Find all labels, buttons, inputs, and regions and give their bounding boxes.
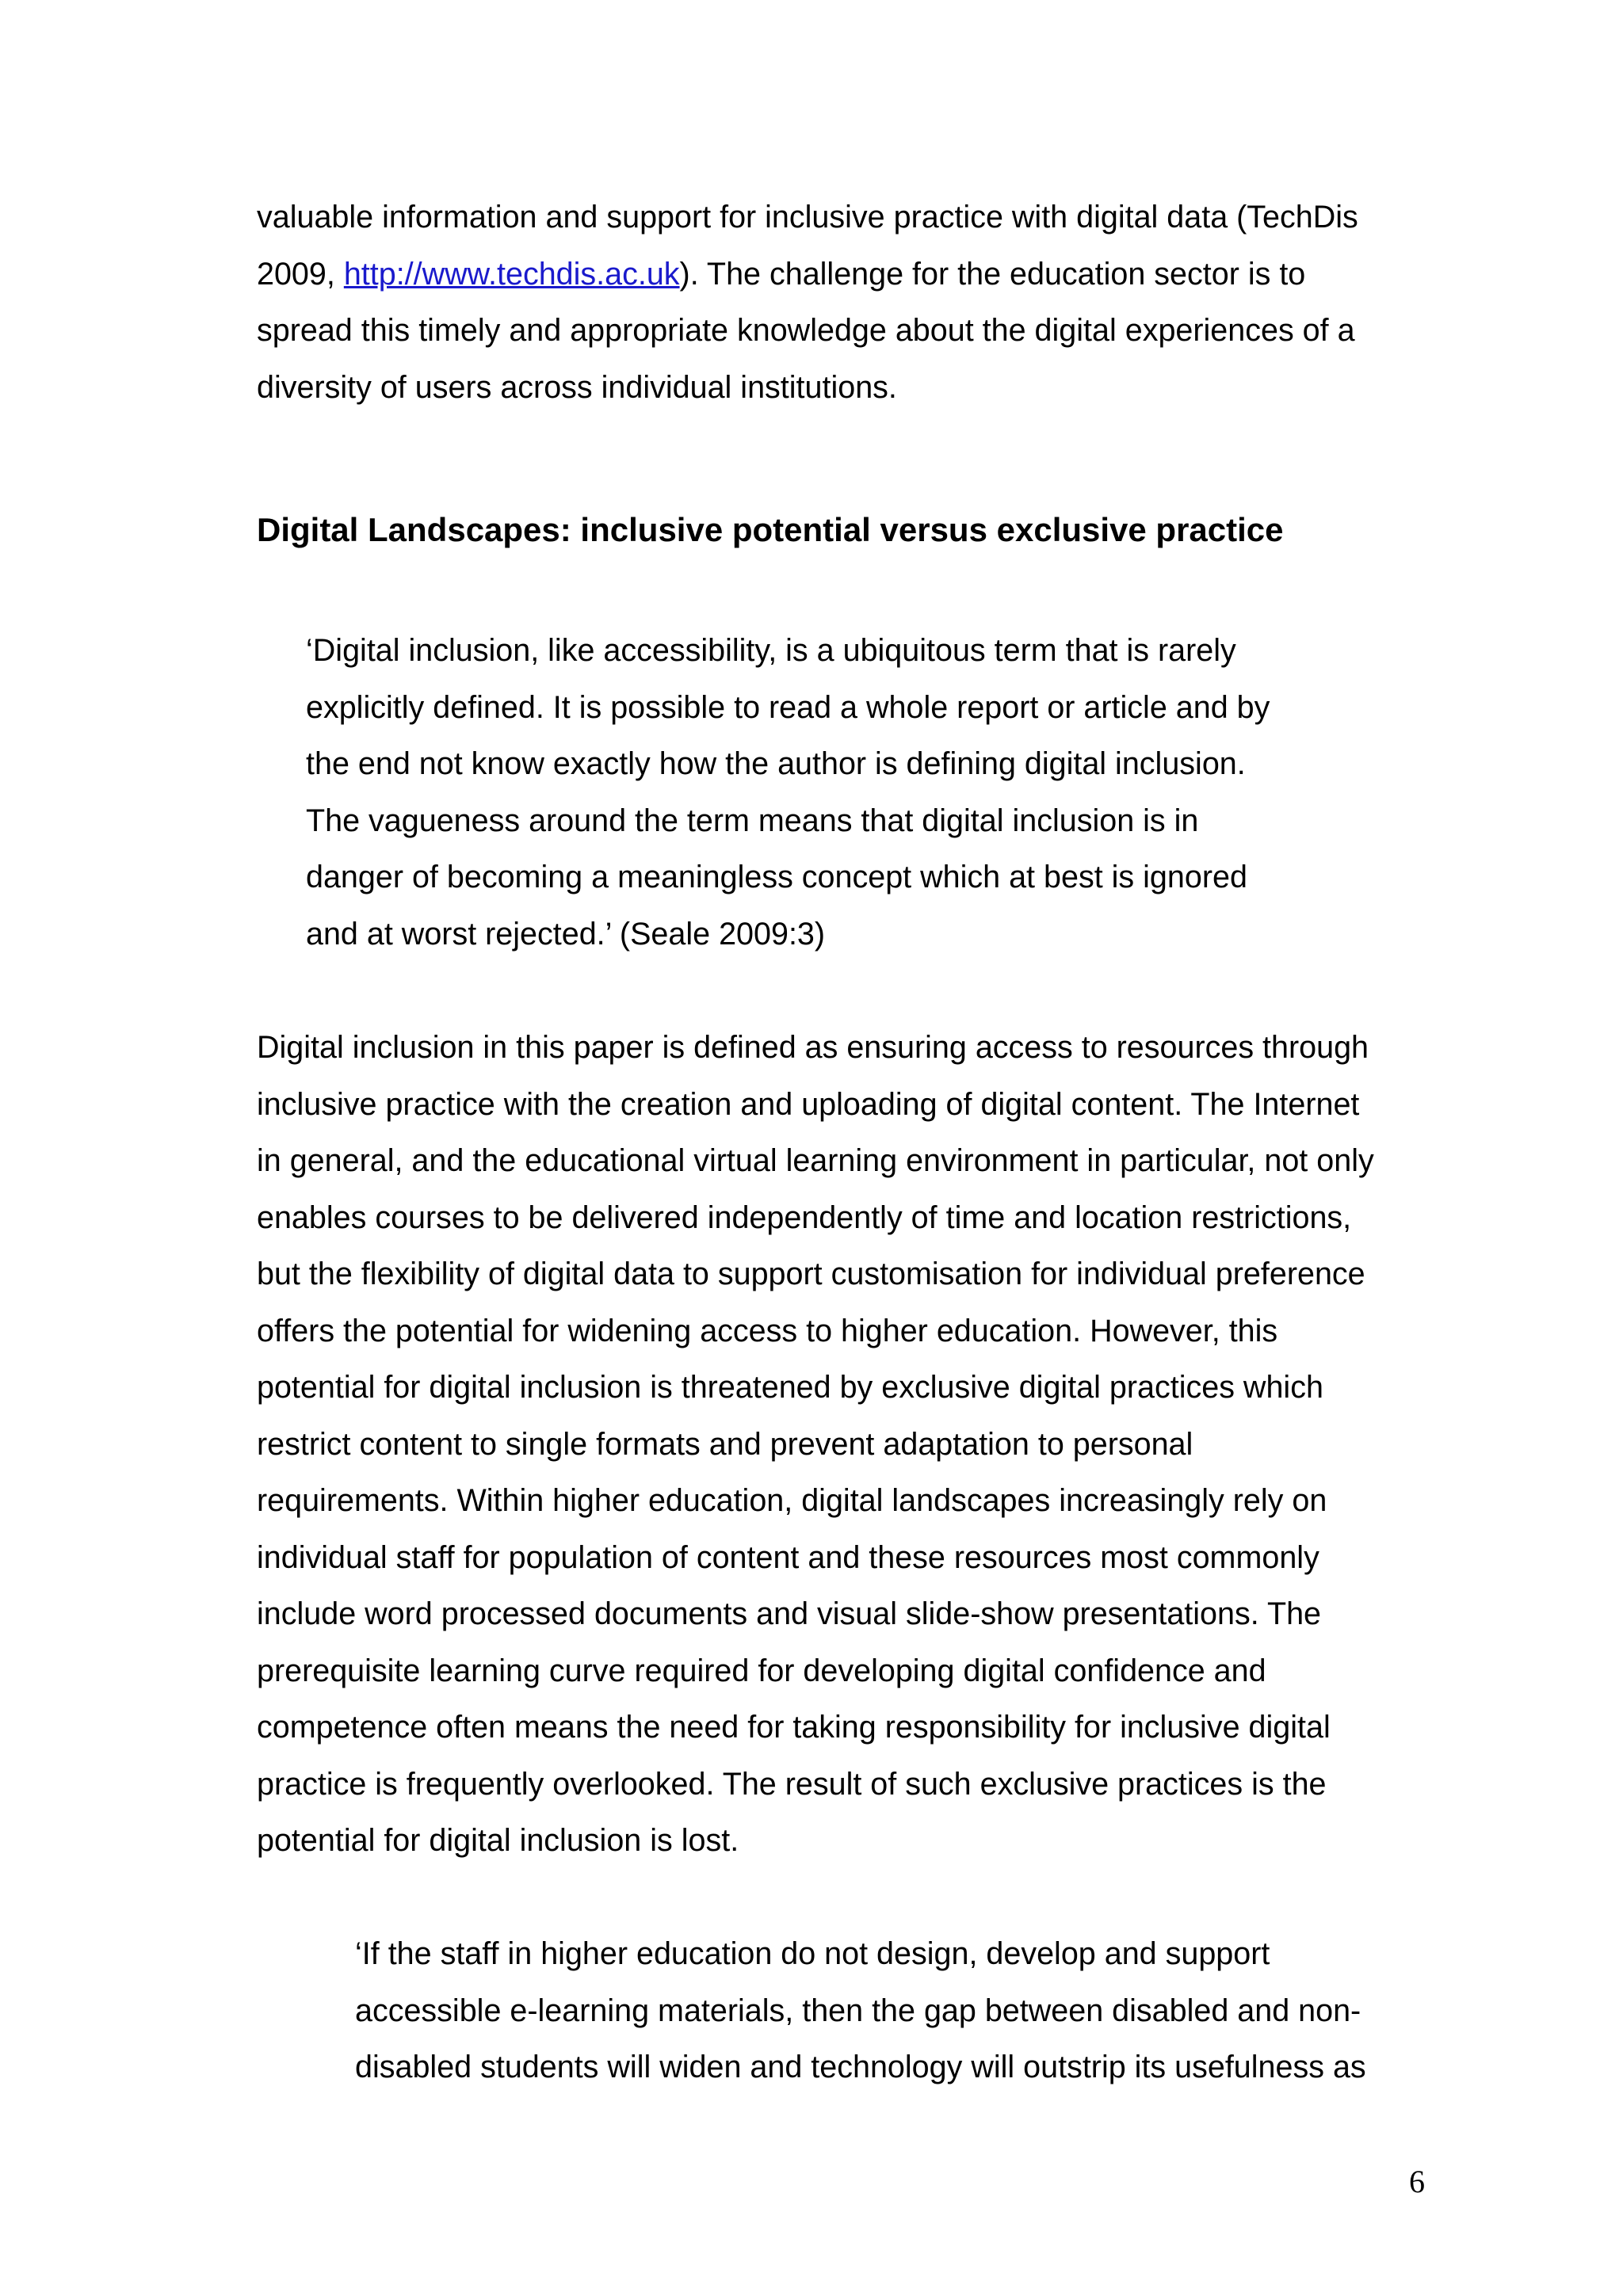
body-line: restrict content to single formats and prevent adaptation to personal <box>257 1426 1193 1462</box>
definition-paragraph <box>257 1020 1445 1870</box>
body-line: competence often means the need for taking responsibility for inclusive digital <box>257 1710 1331 1745</box>
intro-line-with-link <box>257 246 1445 303</box>
quote-line: danger of becoming a meaningless concept which at best is ignored <box>306 860 1247 894</box>
body-line: potential for digital inclusion is threatened by exclusive digital practices which <box>257 1370 1323 1405</box>
body-line: individual staff for population of content and these resources most commonly <box>257 1539 1319 1575</box>
quote-line: the end not know exactly how the author is defining digital inclusion. <box>306 746 1246 781</box>
body-line: but the flexibility of digital data to support customisation for individual preference <box>257 1257 1365 1291</box>
body-line: practice is frequently overlooked. The result of such exclusive practices is the <box>257 1766 1327 1802</box>
quote-line: disabled students will widen and technology will outstrip its usefulness as <box>355 2050 1366 2084</box>
intro-paragraph <box>257 189 1445 416</box>
seale-quote <box>306 623 1495 963</box>
section-heading: Digital Landscapes: inclusive potential versus exclusive practice <box>257 511 1284 548</box>
intro-text: ). The challenge for the education sector is to <box>679 256 1306 292</box>
intro-line: spread this timely and appropriate knowledge about the digital experiences of a <box>257 313 1355 348</box>
body-line: in general, and the educational virtual learning environment in particular, not only <box>257 1143 1374 1178</box>
intro-line: diversity of users across individual institutions. <box>257 369 897 405</box>
quote-line: accessible e-learning materials, then the gap between disabled and non- <box>355 1993 1361 2028</box>
body-line: Digital inclusion in this paper is defined as ensuring access to resources through <box>257 1030 1369 1065</box>
body-line: enables courses to be delivered independently of time and location restrictions, <box>257 1199 1352 1235</box>
body-line: offers the potential for widening access to higher education. However, this <box>257 1313 1278 1348</box>
body-line: potential for digital inclusion is lost. <box>257 1823 739 1858</box>
body-line: inclusive practice with the creation and uploading of digital content. The Internet <box>257 1086 1360 1122</box>
staff-quote <box>355 1926 1544 2096</box>
quote-line: ‘If the staff in higher education do not design, develop and support <box>355 1936 1270 1971</box>
techdis-link[interactable]: http://www.techdis.ac.uk <box>343 256 680 292</box>
intro-text: 2009, <box>257 256 344 292</box>
quote-line: The vagueness around the term means that digital inclusion is in <box>306 803 1199 838</box>
intro-line: valuable information and support for inclusive practice with digital data (TechDis <box>257 200 1358 235</box>
body-line: include word processed documents and visual slide-show presentations. The <box>257 1596 1322 1631</box>
quote-line: ‘Digital inclusion, like accessibility, is a ubiquitous term that is rarely <box>306 633 1236 668</box>
body-line: prerequisite learning curve required for developing digital confidence and <box>257 1653 1266 1688</box>
page-number: 6 <box>1409 2164 1425 2199</box>
body-line: requirements. Within higher education, digital landscapes increasingly rely on <box>257 1483 1327 1518</box>
quote-line: and at worst rejected.’ (Seale 2009:3) <box>306 916 826 952</box>
quote-line: explicitly defined. It is possible to read a whole report or article and by <box>306 689 1270 725</box>
